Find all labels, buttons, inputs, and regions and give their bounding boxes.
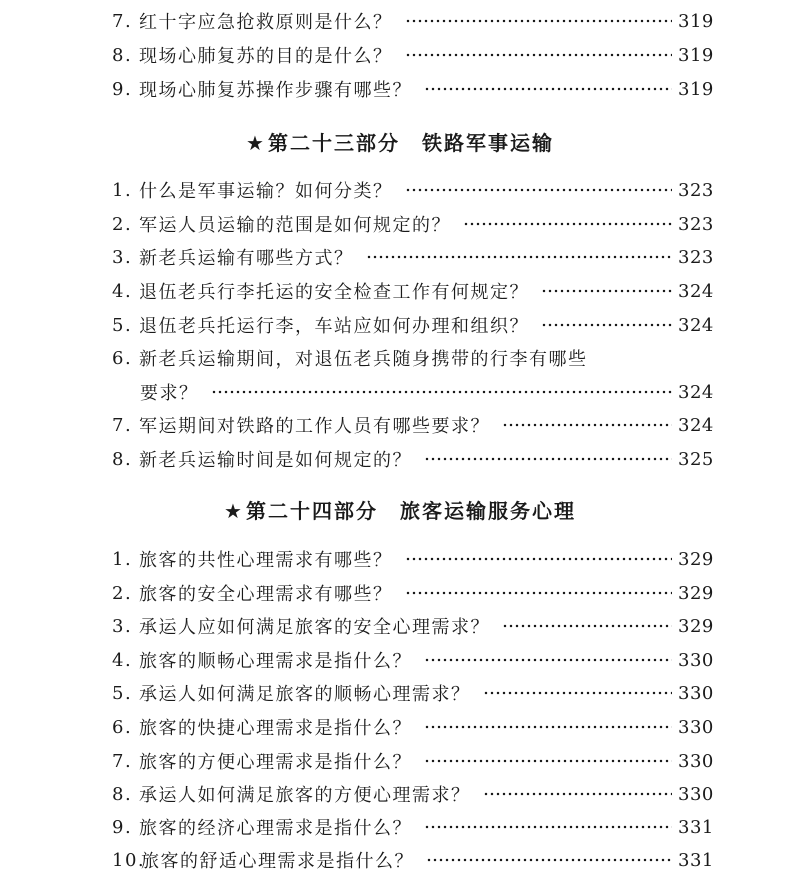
- entry-title: 承运人如何满足旅客的方便心理需求？: [139, 785, 471, 806]
- entry-number: 2.: [112, 582, 133, 604]
- toc-entry[interactable]: [112, 581, 712, 605]
- toc-entry[interactable]: [112, 413, 712, 437]
- entry-page-number: 324: [678, 314, 714, 336]
- leader-dots: [405, 557, 673, 561]
- toc-entry[interactable]: [112, 245, 712, 269]
- entry-title: 现场心肺复苏的目的是什么？: [139, 46, 393, 67]
- entry-number: 5.: [112, 682, 133, 704]
- toc-entry[interactable]: [112, 279, 712, 303]
- leader-dots: [424, 457, 672, 461]
- entry-page-number: 319: [678, 44, 714, 66]
- entry-number: 9.: [112, 78, 133, 100]
- entry-title: 新老兵运输期间，对退伍老兵随身携带的行李有哪些: [139, 349, 588, 370]
- entry-number: 1.: [112, 179, 133, 201]
- leader-dots: [463, 222, 672, 226]
- toc-entry[interactable]: [112, 212, 712, 236]
- entry-page-number: 319: [678, 78, 714, 100]
- toc-entry[interactable]: [112, 715, 712, 739]
- entry-title: 退伍老兵托运行李，车站应如何办理和组织？: [139, 316, 529, 337]
- entry-page-number: 331: [678, 849, 714, 871]
- entry-title: 旅客的快捷心理需求是指什么？: [139, 718, 412, 739]
- leader-dots: [502, 624, 672, 628]
- leader-dots: [424, 759, 672, 763]
- entry-title: 承运人应如何满足旅客的安全心理需求？: [139, 617, 490, 638]
- entry-number: 3.: [112, 246, 133, 268]
- leader-dots: [426, 858, 672, 862]
- toc-entry[interactable]: [112, 547, 712, 571]
- leader-dots: [424, 725, 672, 729]
- entry-title: 新老兵运输时间是如何规定的？: [139, 450, 412, 471]
- leader-dots: [424, 87, 672, 91]
- entry-number: 1.: [112, 548, 133, 570]
- entry-number: 8.: [112, 783, 133, 805]
- leader-dots: [211, 390, 673, 394]
- leader-dots: [405, 19, 673, 23]
- toc-entry[interactable]: [112, 447, 712, 471]
- entry-number: 10.: [112, 849, 146, 871]
- entry-title: 承运人如何满足旅客的顺畅心理需求？: [139, 684, 471, 705]
- entry-number: 9.: [112, 816, 133, 838]
- entry-title: 旅客的方便心理需求是指什么？: [139, 752, 412, 773]
- section-part-label: 第二十四部分: [245, 499, 378, 523]
- entry-page-number: 329: [678, 615, 714, 637]
- entry-page-number: 323: [678, 213, 714, 235]
- entry-number: 4.: [112, 649, 133, 671]
- entry-page-number: 330: [678, 649, 714, 671]
- entry-title: 旅客的经济心理需求是指什么？: [139, 818, 412, 839]
- toc-entry[interactable]: [112, 848, 712, 872]
- entry-title: 现场心肺复苏操作步骤有哪些？: [139, 80, 412, 101]
- leader-dots: [502, 423, 672, 427]
- toc-entry[interactable]: [112, 815, 712, 839]
- entry-number: 5.: [112, 314, 133, 336]
- entry-number: 8.: [112, 448, 133, 470]
- toc-entry[interactable]: [112, 749, 712, 773]
- star-icon: ★: [246, 131, 266, 155]
- leader-dots: [541, 289, 672, 293]
- toc-entry[interactable]: [112, 782, 712, 806]
- section-title: 铁路军事运输: [421, 131, 554, 155]
- star-icon: ★: [224, 499, 244, 523]
- leader-dots: [541, 323, 672, 327]
- toc-entry[interactable]: [112, 77, 712, 101]
- entry-number: 7.: [112, 414, 133, 436]
- section-part-label: 第二十三部分: [267, 131, 400, 155]
- toc-entry[interactable]: [112, 178, 712, 202]
- entry-title: 旅客的舒适心理需求是指什么？: [141, 851, 414, 872]
- entry-title: 新老兵运输有哪些方式？: [139, 248, 354, 269]
- entry-title: 旅客的共性心理需求有哪些？: [139, 550, 393, 571]
- entry-title: 旅客的顺畅心理需求是指什么？: [139, 651, 412, 672]
- toc-entry[interactable]: [112, 648, 712, 672]
- entry-title: 旅客的安全心理需求有哪些？: [139, 584, 393, 605]
- entry-number: 7.: [112, 750, 133, 772]
- leader-dots: [424, 658, 672, 662]
- entry-page-number: 330: [678, 750, 714, 772]
- entry-number: 8.: [112, 44, 133, 66]
- entry-page-number: 324: [678, 414, 714, 436]
- leader-dots: [424, 825, 672, 829]
- entry-page-number: 324: [678, 280, 714, 302]
- entry-number: 6.: [112, 347, 133, 369]
- entry-title: 什么是军事运输？如何分类？: [139, 181, 393, 202]
- entry-page-number: 323: [678, 179, 714, 201]
- leader-dots: [405, 53, 673, 57]
- entry-title: 要求？: [140, 383, 199, 404]
- entry-title: 军运期间对铁路的工作人员有哪些要求？: [139, 416, 490, 437]
- leader-dots: [405, 591, 673, 595]
- toc-entry[interactable]: [112, 313, 712, 337]
- toc-entry-continuation[interactable]: [140, 380, 712, 404]
- toc-entry[interactable]: [112, 614, 712, 638]
- entry-page-number: 330: [678, 783, 714, 805]
- toc-entry[interactable]: [112, 681, 712, 705]
- entry-page-number: 325: [678, 448, 714, 470]
- entry-number: 3.: [112, 615, 133, 637]
- leader-dots: [483, 792, 673, 796]
- entry-title: 军运人员运输的范围是如何规定的？: [139, 215, 451, 236]
- entry-number: 2.: [112, 213, 133, 235]
- section-title: 旅客运输服务心理: [399, 499, 576, 523]
- entry-page-number: 330: [678, 682, 714, 704]
- section-heading: [0, 127, 800, 156]
- leader-dots: [483, 691, 673, 695]
- entry-number: 4.: [112, 280, 133, 302]
- entry-page-number: 330: [678, 716, 714, 738]
- toc-entry[interactable]: [112, 346, 712, 370]
- entry-page-number: 329: [678, 548, 714, 570]
- entry-title: 红十字应急抢救原则是什么？: [139, 12, 393, 33]
- entry-page-number: 329: [678, 582, 714, 604]
- section-heading: [0, 495, 800, 524]
- leader-dots: [405, 188, 673, 192]
- entry-page-number: 331: [678, 816, 714, 838]
- leader-dots: [366, 255, 673, 259]
- entry-page-number: 319: [678, 10, 714, 32]
- entry-title: 退伍老兵行李托运的安全检查工作有何规定？: [139, 282, 529, 303]
- entry-page-number: 324: [678, 381, 714, 403]
- entry-number: 6.: [112, 716, 133, 738]
- entry-number: 7.: [112, 10, 133, 32]
- toc-entry[interactable]: [112, 9, 712, 33]
- toc-entry[interactable]: [112, 43, 712, 67]
- entry-page-number: 323: [678, 246, 714, 268]
